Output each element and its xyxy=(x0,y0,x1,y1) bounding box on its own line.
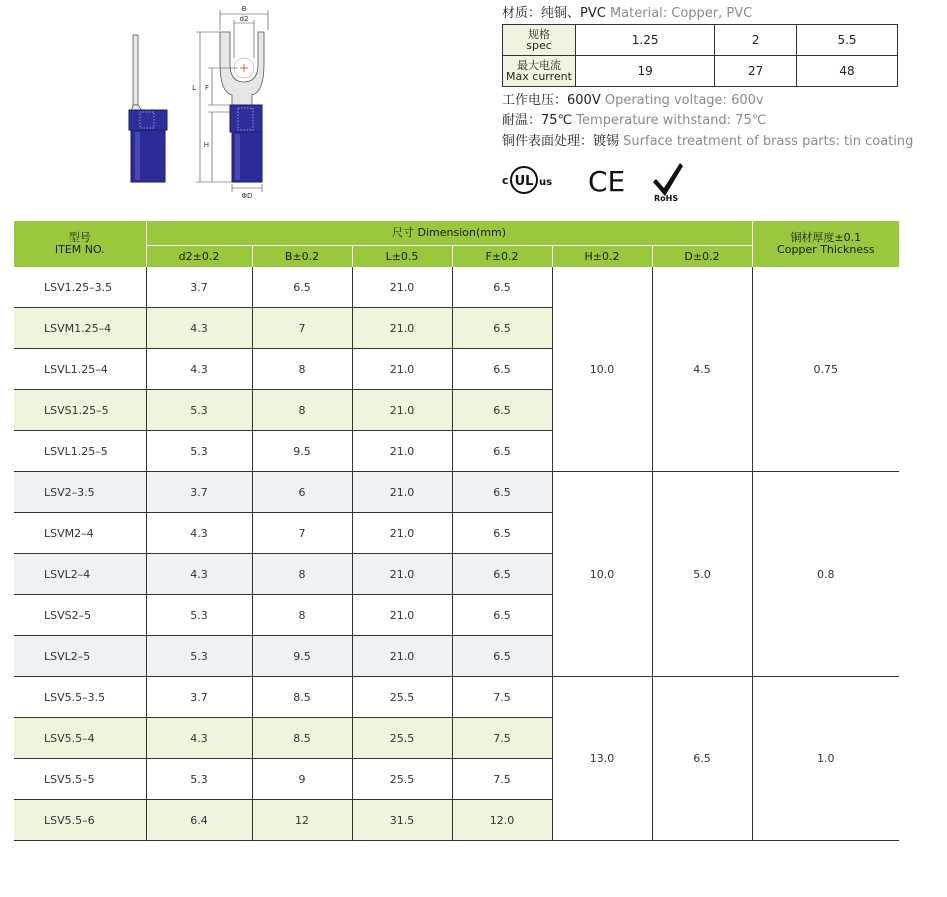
cell-model: LSVM2–4 xyxy=(14,513,146,554)
cert-logos-svg xyxy=(502,159,702,203)
cell-model: LSV5.5–6 xyxy=(14,800,146,841)
cell-d2: 4.3 xyxy=(146,513,252,554)
front-view xyxy=(220,32,264,182)
cell-model: LSVM1.25–4 xyxy=(14,308,146,349)
cell-f: 6.5 xyxy=(452,636,552,677)
material-en: Material: Copper, PVC xyxy=(609,6,753,21)
cell-l: 21.0 xyxy=(352,472,452,513)
cell-d2: 4.3 xyxy=(146,349,252,390)
header-col: F±0.2 xyxy=(452,246,552,268)
header-col: L±0.5 xyxy=(352,246,452,268)
header-thickness-cn: 铜材厚度±0.1 xyxy=(790,231,862,244)
cell-f: 6.5 xyxy=(452,267,552,308)
cell-l: 21.0 xyxy=(352,595,452,636)
cell-b: 7 xyxy=(252,308,352,349)
cell-thickness: 1.0 xyxy=(752,677,899,841)
temperature-cn: 耐温：75℃ xyxy=(502,113,573,128)
current-row xyxy=(503,56,898,87)
cell-d2: 3.7 xyxy=(146,472,252,513)
ce-mark: CE xyxy=(588,165,626,198)
spec-row xyxy=(503,25,898,56)
cell-l: 31.5 xyxy=(352,800,452,841)
cell-l: 21.0 xyxy=(352,636,452,677)
cell-model: LSV2–3.5 xyxy=(14,472,146,513)
cell-thickness: 0.8 xyxy=(752,472,899,677)
ul-suffix: us xyxy=(539,177,553,188)
cell-l: 21.0 xyxy=(352,554,452,595)
cell-thickness: 0.75 xyxy=(752,267,899,472)
cell-d2: 4.3 xyxy=(146,308,252,349)
cell-model: LSVL1.25–5 xyxy=(14,431,146,472)
header-col: B±0.2 xyxy=(252,246,352,268)
cell-f: 6.5 xyxy=(452,431,552,472)
cell-model: LSVS2–5 xyxy=(14,595,146,636)
current-value: 27 xyxy=(715,56,797,87)
cell-b: 8 xyxy=(252,349,352,390)
header-model xyxy=(14,221,146,267)
cell-f: 7.5 xyxy=(452,759,552,800)
cell-d2: 5.3 xyxy=(146,431,252,472)
cell-f: 6.5 xyxy=(452,472,552,513)
spec-value: 5.5 xyxy=(797,25,898,56)
current-value: 19 xyxy=(576,56,715,87)
cell-d: 5.0 xyxy=(652,472,752,677)
header-model-cn: 型号 xyxy=(68,231,91,244)
ul-prefix: c xyxy=(502,174,509,187)
label-l: L xyxy=(192,84,196,92)
current-label-cn: 最大电流 xyxy=(517,59,561,72)
ul-logo xyxy=(502,167,552,193)
cell-l: 21.0 xyxy=(352,390,452,431)
header-thickness-en: Copper Thickness xyxy=(777,243,875,256)
current-value: 48 xyxy=(797,56,898,87)
cell-f: 6.5 xyxy=(452,595,552,636)
header-col: H±0.2 xyxy=(552,246,652,268)
surface-cn: 铜件表面处理：镀锡 xyxy=(502,134,620,149)
cell-f: 6.5 xyxy=(452,390,552,431)
cell-h: 13.0 xyxy=(552,677,652,841)
dimension-table xyxy=(14,221,899,841)
spec-label-cn: 规格 xyxy=(528,28,550,41)
header-col: D±0.2 xyxy=(652,246,752,268)
label-b: B xyxy=(241,5,247,13)
cell-model: LSV5.5–4 xyxy=(14,718,146,759)
cell-model: LSVS1.25–5 xyxy=(14,390,146,431)
cell-d2: 5.3 xyxy=(146,636,252,677)
header-dimension: 尺寸 Dimension(mm) xyxy=(146,221,752,246)
voltage-line xyxy=(502,91,898,111)
cell-l: 21.0 xyxy=(352,267,452,308)
cell-d2: 5.3 xyxy=(146,390,252,431)
spec-label xyxy=(503,25,576,56)
cell-model: LSV1.25–3.5 xyxy=(14,267,146,308)
cell-b: 9.5 xyxy=(252,431,352,472)
label-f: F xyxy=(204,84,209,92)
cell-b: 8.5 xyxy=(252,718,352,759)
spec-label-en: spec xyxy=(526,39,552,52)
cell-l: 25.5 xyxy=(352,677,452,718)
cell-b: 6.5 xyxy=(252,267,352,308)
voltage-cn: 工作电压：600V xyxy=(502,93,601,108)
rohs-logo xyxy=(653,163,683,203)
cell-b: 9.5 xyxy=(252,636,352,677)
cell-model: LSV5.5–3.5 xyxy=(14,677,146,718)
header-col: d2±0.2 xyxy=(146,246,252,268)
cell-h: 10.0 xyxy=(552,267,652,472)
cell-f: 6.5 xyxy=(452,308,552,349)
terminal-drawing xyxy=(120,2,320,202)
spec-value: 2 xyxy=(715,25,797,56)
cell-l: 25.5 xyxy=(352,759,452,800)
cell-b: 8 xyxy=(252,554,352,595)
cell-model: LSV5.5–5 xyxy=(14,759,146,800)
cell-l: 21.0 xyxy=(352,513,452,554)
cell-d: 4.5 xyxy=(652,267,752,472)
table-row xyxy=(14,677,899,718)
spec-value: 1.25 xyxy=(576,25,715,56)
rohs-label: RoHS xyxy=(654,194,679,203)
side-view xyxy=(129,35,167,182)
label-h: H xyxy=(203,141,209,149)
cell-model: LSVL2–5 xyxy=(14,636,146,677)
cell-b: 7 xyxy=(252,513,352,554)
cell-model: LSVL2–4 xyxy=(14,554,146,595)
cell-d2: 6.4 xyxy=(146,800,252,841)
cell-d2: 4.3 xyxy=(146,718,252,759)
cell-f: 7.5 xyxy=(452,718,552,759)
header-model-en: ITEM NO. xyxy=(54,243,105,256)
cell-d2: 3.7 xyxy=(146,267,252,308)
current-label xyxy=(503,56,576,87)
material-line xyxy=(502,4,898,24)
surface-en: Surface treatment of brass parts: tin coating xyxy=(623,134,914,149)
cell-f: 6.5 xyxy=(452,554,552,595)
cell-d2: 5.3 xyxy=(146,759,252,800)
cell-l: 21.0 xyxy=(352,308,452,349)
surface-line xyxy=(502,131,914,153)
cell-b: 12 xyxy=(252,800,352,841)
cell-h: 10.0 xyxy=(552,472,652,677)
spec-block xyxy=(502,4,914,203)
cell-f: 7.5 xyxy=(452,677,552,718)
cell-b: 8 xyxy=(252,390,352,431)
header-thickness xyxy=(752,221,899,267)
cell-b: 8 xyxy=(252,595,352,636)
spec-table xyxy=(502,24,898,87)
cell-l: 25.5 xyxy=(352,718,452,759)
cell-f: 6.5 xyxy=(452,513,552,554)
cell-b: 9 xyxy=(252,759,352,800)
temperature-line xyxy=(502,111,898,131)
header-row-top xyxy=(14,221,899,246)
table-row xyxy=(14,472,899,513)
certification-logos xyxy=(502,159,898,203)
label-d2: d2 xyxy=(239,15,249,23)
cell-l: 21.0 xyxy=(352,349,452,390)
current-label-en: Max current xyxy=(506,70,572,83)
ul-mark: UL xyxy=(514,174,534,189)
material-cn: 材质：纯铜、PVC xyxy=(502,6,606,21)
label-phi-d: ΦD xyxy=(241,192,253,200)
cell-model: LSVL1.25–4 xyxy=(14,349,146,390)
cell-d2: 5.3 xyxy=(146,595,252,636)
cell-b: 6 xyxy=(252,472,352,513)
cell-f: 12.0 xyxy=(452,800,552,841)
cell-d: 6.5 xyxy=(652,677,752,841)
cell-d2: 3.7 xyxy=(146,677,252,718)
table-row xyxy=(14,267,899,308)
voltage-en: Operating voltage: 600v xyxy=(604,93,764,108)
cell-l: 21.0 xyxy=(352,431,452,472)
cell-b: 8.5 xyxy=(252,677,352,718)
cell-f: 6.5 xyxy=(452,349,552,390)
cell-d2: 4.3 xyxy=(146,554,252,595)
temperature-en: Temperature withstand: 75℃ xyxy=(576,113,767,128)
